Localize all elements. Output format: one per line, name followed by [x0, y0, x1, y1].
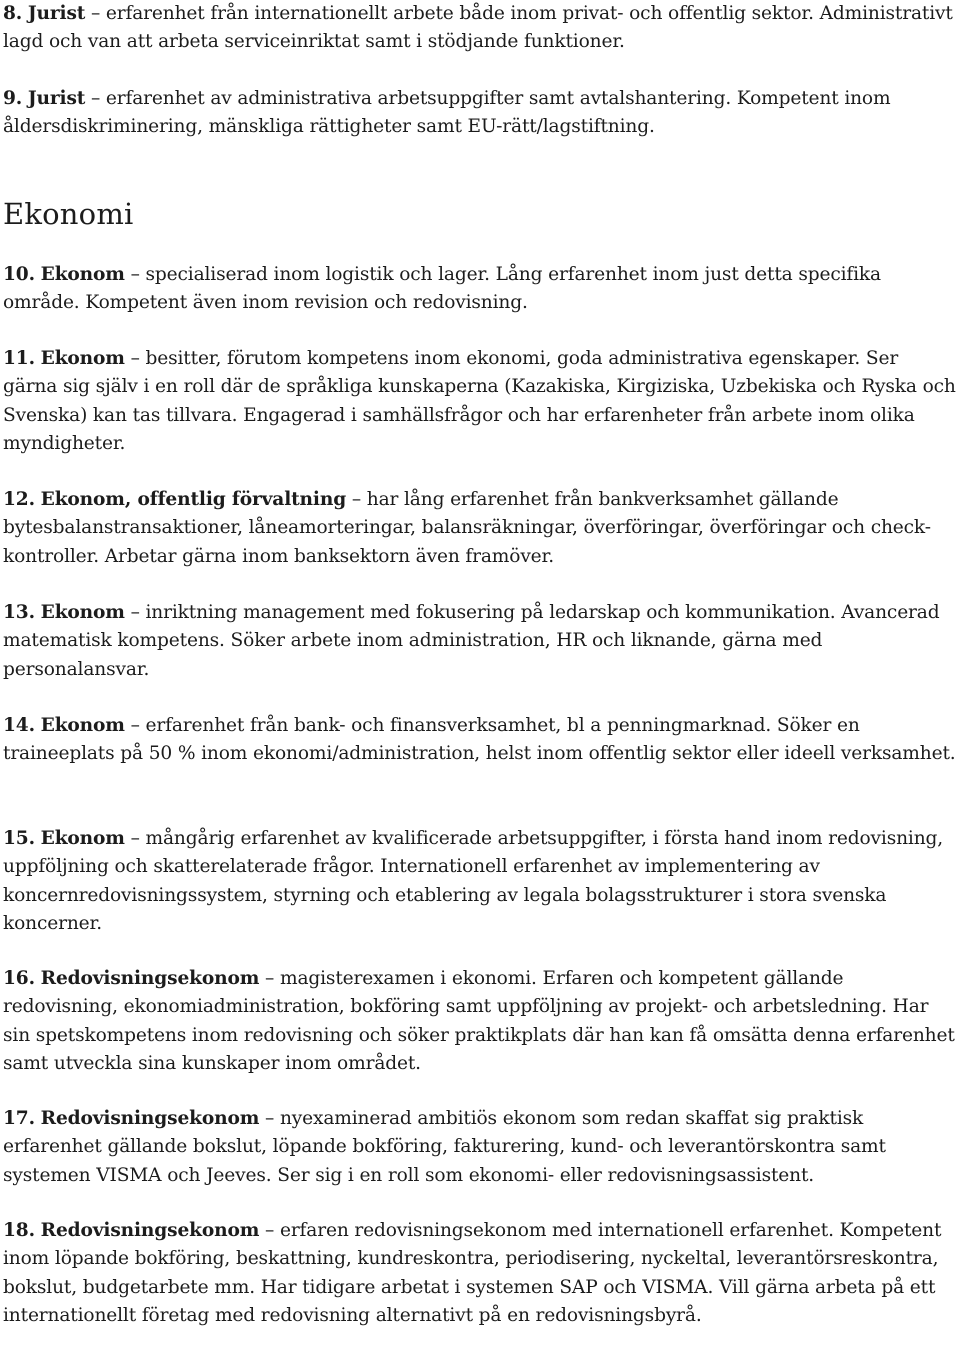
entry-10 — [3, 261, 958, 318]
entry-text: erfarenhet från bank- och finansverksamhet, bl a penningmarknad. Söker en traineeplats på 50 % inom ekonomi/administration, helst inom offentlig sektor eller ideell verksamhet. — [3, 715, 956, 765]
entry-title: Ekonom — [40, 828, 125, 849]
entry-18 — [3, 1217, 958, 1330]
entry-number: 12. — [3, 489, 35, 510]
entry-title: Ekonom — [40, 264, 125, 285]
entry-text: magisterexamen i ekonomi. Erfaren och kompetent gällande redovisning, ekonomiadministration, bokföring samt uppföljning av projekt- och arbetsledning. Har sin spetskompetens inom redovisning och söker praktikplats där han kan få omsätta denna erfarenhet samt utveckla sina kunskaper inom området. — [3, 968, 955, 1074]
entry-title: Jurist — [27, 88, 86, 109]
entry-title: Ekonom — [40, 602, 125, 623]
entry-number: 14. — [3, 715, 35, 736]
entry-number: 8. — [3, 3, 23, 24]
entry-dash: – — [91, 88, 101, 109]
entry-title: Ekonom — [40, 348, 125, 369]
entry-text: inriktning management med fokusering på ledarskap och kommunikation. Avancerad matematisk kompetens. Söker arbete inom administration, HR och liknande, gärna med personalansvar. — [3, 602, 940, 680]
entry-title: Redovisningsekonom — [40, 968, 260, 989]
entry-text: har lång erfarenhet från bankverksamhet gällande bytesbalanstransaktioner, låneamorteringar, balansräkningar, överföringar, överföringar och check-kontroller. Arbetar gärna inom banksektorn även framöver. — [3, 489, 931, 567]
entry-text: besitter, förutom kompetens inom ekonomi, goda administrativa egenskaper. Ser gärna sig själv i en roll där de språkliga kunskaperna (Kazakiska, Kirgiziska, Uzbekiska och Ryska och Svenska) kan tas tillvara. Engagerad i samhällsfrågor och har erfarenheter från arbete inom olika myndigheter. — [3, 348, 956, 454]
entry-text: erfarenhet från internationellt arbete både inom privat- och offentlig sektor. Administrativt lagd och van att arbeta serviceinriktat samt i stödjande funktioner. — [3, 3, 953, 53]
entry-dash: – — [130, 828, 140, 849]
entry-dash: – — [130, 348, 140, 369]
entry-number: 18. — [3, 1220, 35, 1241]
entry-12 — [3, 486, 958, 571]
entry-title: Ekonom, offentlig förvaltning — [40, 489, 347, 510]
entry-dash: – — [265, 1220, 275, 1241]
entry-number: 13. — [3, 602, 35, 623]
entry-number: 17. — [3, 1108, 35, 1129]
entry-dash: – — [351, 489, 361, 510]
section-heading: Ekonomi — [3, 197, 134, 231]
entry-dash: – — [130, 602, 140, 623]
entry-number: 10. — [3, 264, 35, 285]
entry-title: Ekonom — [40, 715, 125, 736]
entry-text: mångårig erfarenhet av kvalificerade arbetsuppgifter, i första hand inom redovisning, uppföljning och skatterelaterade frågor. Internationell erfarenhet av implementering av koncernredovisningssystem, styrning och etablering av legala bolagsstrukturer i stora svenska koncerner. — [3, 828, 944, 934]
entry-dash: – — [265, 1108, 275, 1129]
entry-17 — [3, 1105, 958, 1190]
entry-dash: – — [91, 3, 101, 24]
entry-number: 9. — [3, 88, 23, 109]
entry-number: 15. — [3, 828, 35, 849]
entry-11 — [3, 345, 958, 458]
entry-16 — [3, 965, 958, 1078]
entry-9 — [3, 85, 958, 142]
entry-text: erfarenhet av administrativa arbetsuppgifter samt avtalshantering. Kompetent inom åldersdiskriminering, mänskliga rättigheter samt EU-rätt/lagstiftning. — [3, 88, 891, 138]
entry-8 — [3, 0, 958, 57]
entry-text: specialiserad inom logistik och lager. Lång erfarenhet inom just detta specifika område. Kompetent även inom revision och redovisning. — [3, 264, 881, 314]
entry-dash: – — [265, 968, 275, 989]
entry-title: Redovisningsekonom — [40, 1108, 260, 1129]
entry-number: 11. — [3, 348, 35, 369]
entry-dash: – — [130, 715, 140, 736]
entry-14 — [3, 712, 958, 769]
entry-title: Jurist — [27, 3, 86, 24]
entry-number: 16. — [3, 968, 35, 989]
entry-text: nyexaminerad ambitiös ekonom som redan skaffat sig praktisk erfarenhet gällande bokslut, löpande bokföring, fakturering, kund- och leverantörskontra samt systemen VISMA och Jeeves. Ser sig i en roll som ekonomi- eller redovisningsassistent. — [3, 1108, 886, 1186]
entry-dash: – — [130, 264, 140, 285]
entry-15 — [3, 825, 958, 938]
entry-13 — [3, 599, 958, 684]
entry-text: erfaren redovisningsekonom med internationell erfarenhet. Kompetent inom löpande bokföring, beskattning, kundreskontra, periodisering, nyckeltal, leverantörsreskontra, bokslut, budgetarbete mm. Har tidigare arbetat i systemen SAP och VISMA. Vill gärna arbeta på ett internationellt företag med redovisning alternativt på en redovisningsbyrå. — [3, 1220, 942, 1326]
entry-title: Redovisningsekonom — [40, 1220, 260, 1241]
